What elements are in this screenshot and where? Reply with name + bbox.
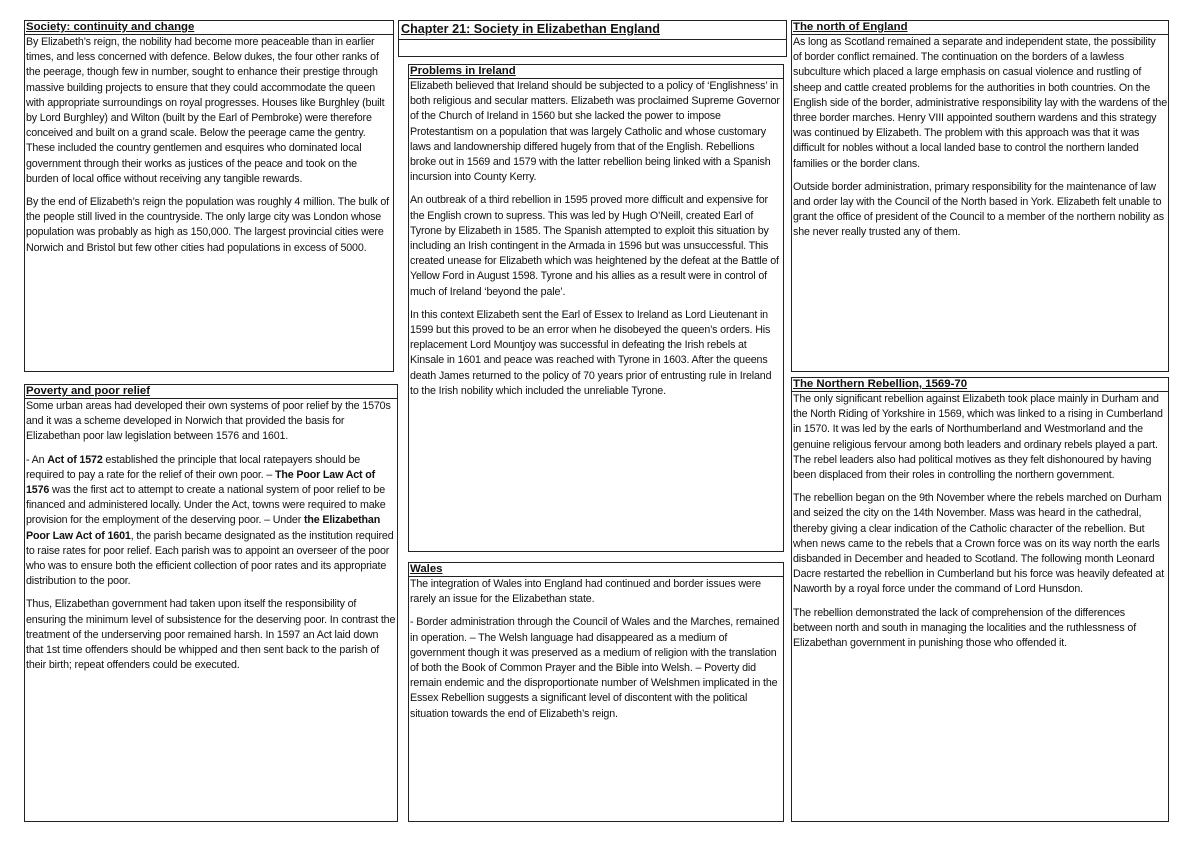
section-poverty — [24, 384, 398, 822]
section-heading: The Northern Rebellion, 1569-70 — [792, 378, 1168, 392]
paragraph: As long as Scotland remained a separate and independent state, the possibility of border conflict remained. The continuation on the borders of a lawless subculture which placed a large emphasis on casual violence and rustling of sheep and cattle created problems for the authorities in both countries. On the English side of the border, administrative responsibility lay with the wardens of the three border marches. Henry VIII appointed southern wardens and this strategy was continued by Elizabeth. The problem with this approach was that it was difficult for nobles without a local landed base to control the northern landed families or the border clans. — [793, 36, 1167, 170]
section-ireland — [408, 64, 784, 552]
paragraph: Outside border administration, primary responsibility for the maintenance of law and order lay with the Council of the North based in York. Elizabeth felt unable to grant the office of president of the Council to a member of the northern nobility as she never really trusted any of them. — [793, 180, 1164, 239]
paragraph: Elizabeth believed that Ireland should be subjected to a policy of ‘Englishness’ in both religious and secular matters. Elizabeth was proclaimed Supreme Governor of the Church of Ireland in 1560 but she lacked the power to impose Protestantism on a population that was largely Catholic and whose customary laws and landownership differed hugely from that of the English. Rebellions broke out in 1569 and 1579 with the latter rebellion being linked with a Spanish incursion into County Kerry. — [410, 80, 780, 184]
paragraph: The integration of Wales into England had continued and border issues were rarely an issue for the Elizabethan state. — [410, 578, 761, 606]
text-run: was the first act to attempt to create a national system of poor relief to be financed and administered locally. Under the Act, towns were required to make provision for the employment of the deserving poor. – Under — [26, 484, 386, 527]
title-box — [398, 20, 787, 57]
paragraph: An outbreak of a third rebellion in 1595 proved more difficult and expensive for the English crown to supress. This was led by Hugh O’Neill, created Earl of Tyrone by Elizabeth in 1585. The Spanish attempted to exploit this situation by including an Irish contingent in the Armada in 1596 but was unsuccessful. This created unease for Elizabeth which was heightened by the defeat at the Battle of Yellow Ford in August 1598. Tyrone and his allies as a result were in control of much of Ireland ‘beyond the pale’. — [410, 194, 779, 298]
paragraph: In this context Elizabeth sent the Earl of Essex to Ireland as Lord Lieutenant in 1599 but this proved to be an error when he disobeyed the queen’s orders. His replacement Lord Mountjoy was successful in defeating the Irish rebels at Kinsale in 1601 and peace was reached with Tyrone in 1603. After the queens death James returned to the policy of 70 years prior of entrusting rule in Ireland to the Irish nobility which included the unreliable Tyrone. — [410, 308, 772, 397]
act-1572: Act of 1572 — [47, 453, 103, 466]
act-1601: the Elizabethan Poor Law Act of 1601 — [26, 514, 381, 542]
page-title: Chapter 21: Society in Elizabethan England — [399, 21, 786, 40]
section-heading: The north of England — [792, 21, 1168, 35]
section-wales — [408, 562, 784, 822]
section-society — [24, 20, 394, 372]
paragraph: The rebellion demonstrated the lack of comprehension of the differences between north and south in managing the localities and the ruthlessness of Elizabethan government in punishing those who offended it. — [793, 606, 1137, 650]
section-north — [791, 20, 1169, 372]
paragraph: Some urban areas had developed their own systems of poor relief by the 1570s and it was a scheme developed in Norwich that provided the basis for Elizabethan poor law legislation between 1576 and 1601. — [26, 400, 391, 443]
section-heading: Society: continuity and change — [25, 21, 393, 35]
paragraph: The only significant rebellion against Elizabeth took place mainly in Durham and the North Riding of Yorkshire in 1569, which was linked to a rising in Cumberland in 1570. It was led by the earls of Northumberland and Westmorland and the genuine religious fervour among both leaders and ordinary rebels played a part. The rebel leaders also had political motives as they felt dishonoured by having been displaced from their roles in controlling the northern government. — [793, 393, 1163, 482]
text-run: , the parish became designated as the institution required to raise rates for poor relief. Each parish was to appoint an overseer of the poor who was to ensure both the efficient collection of poor rates and its appropriate distribution to the poor. — [26, 529, 394, 588]
section-heading: Problems in Ireland — [409, 65, 783, 79]
paragraph: - Border administration through the Council of Wales and the Marches, remained in operation. – The Welsh language had disappeared as a medium of government though it was preserved as a medium of religion with the translation of both the Book of Common Prayer and the Bible into Welsh. – Poverty did remain endemic and the disproportionate number of Welshmen implicated in the Essex Rebellion suggests a significant level of discontent with the political situation towards the end of Elizabeth’s reign. — [410, 616, 780, 720]
paragraph: Thus, Elizabethan government had taken upon itself the responsibility of ensuring the minimum level of subsistence for the deserving poor. In contrast the treatment of the underserving poor remained harsh. In 1597 an Act laid down that 1st time offenders should be whipped and then sent back to the parish of their birth; repeat offenders could be executed. — [26, 598, 396, 672]
paragraph: The rebellion began on the 9th November where the rebels marched on Durham and seized the city on the 14th November. Mass was heard in the cathedral, thereby giving a clear indication of the Catholic character of the rebellion. But when news came to the rebels that a Crown force was on its way north the earls disbanded in December and headed to Scotland. The following month Leonard Dacre restarted the rebellion in Cumberland but his force was heavily defeated at Naworth by a royal force under the command of Lord Hunsdon. — [793, 492, 1165, 596]
text-run: - An — [26, 453, 48, 466]
paragraph — [26, 453, 396, 590]
act-1576: The Poor Law Act of 1576 — [26, 468, 376, 497]
section-heading: Wales — [409, 563, 783, 577]
section-northern-rebellion — [791, 377, 1169, 822]
paragraph: By the end of Elizabeth’s reign the population was roughly 4 million. The bulk of the people still lived in the countryside. The only large city was London whose population was probably as high as 150,000. The largest provincial cities were Norwich and Bristol but few other cities had populations in excess of 5000. — [26, 196, 389, 254]
paragraph: By Elizabeth’s reign, the nobility had become more peaceable than in earlier times, and less concerned with defence. Below dukes, the four other ranks of the peerage, though few in number, sought to enhance their prestige through massive building projects to ensure that they could accommodate the queen with appropriate surroundings on royal progresses. Houses like Burghley (built by Lord Burghley) and Wilton (built by the Earl of Pembroke) were therefore conceived and built on a grand scale. Below the peerage came the gentry. These included the country gentlemen and esquires who dominated local government through their works as justices of the peace and took on the burden of local office without receiving any tangible rewards. — [26, 36, 385, 185]
text-run: established the principle that local ratepayers should be required to pay a rate for the relief of their own poor. – — [26, 453, 361, 481]
section-heading: Poverty and poor relief — [25, 385, 397, 399]
